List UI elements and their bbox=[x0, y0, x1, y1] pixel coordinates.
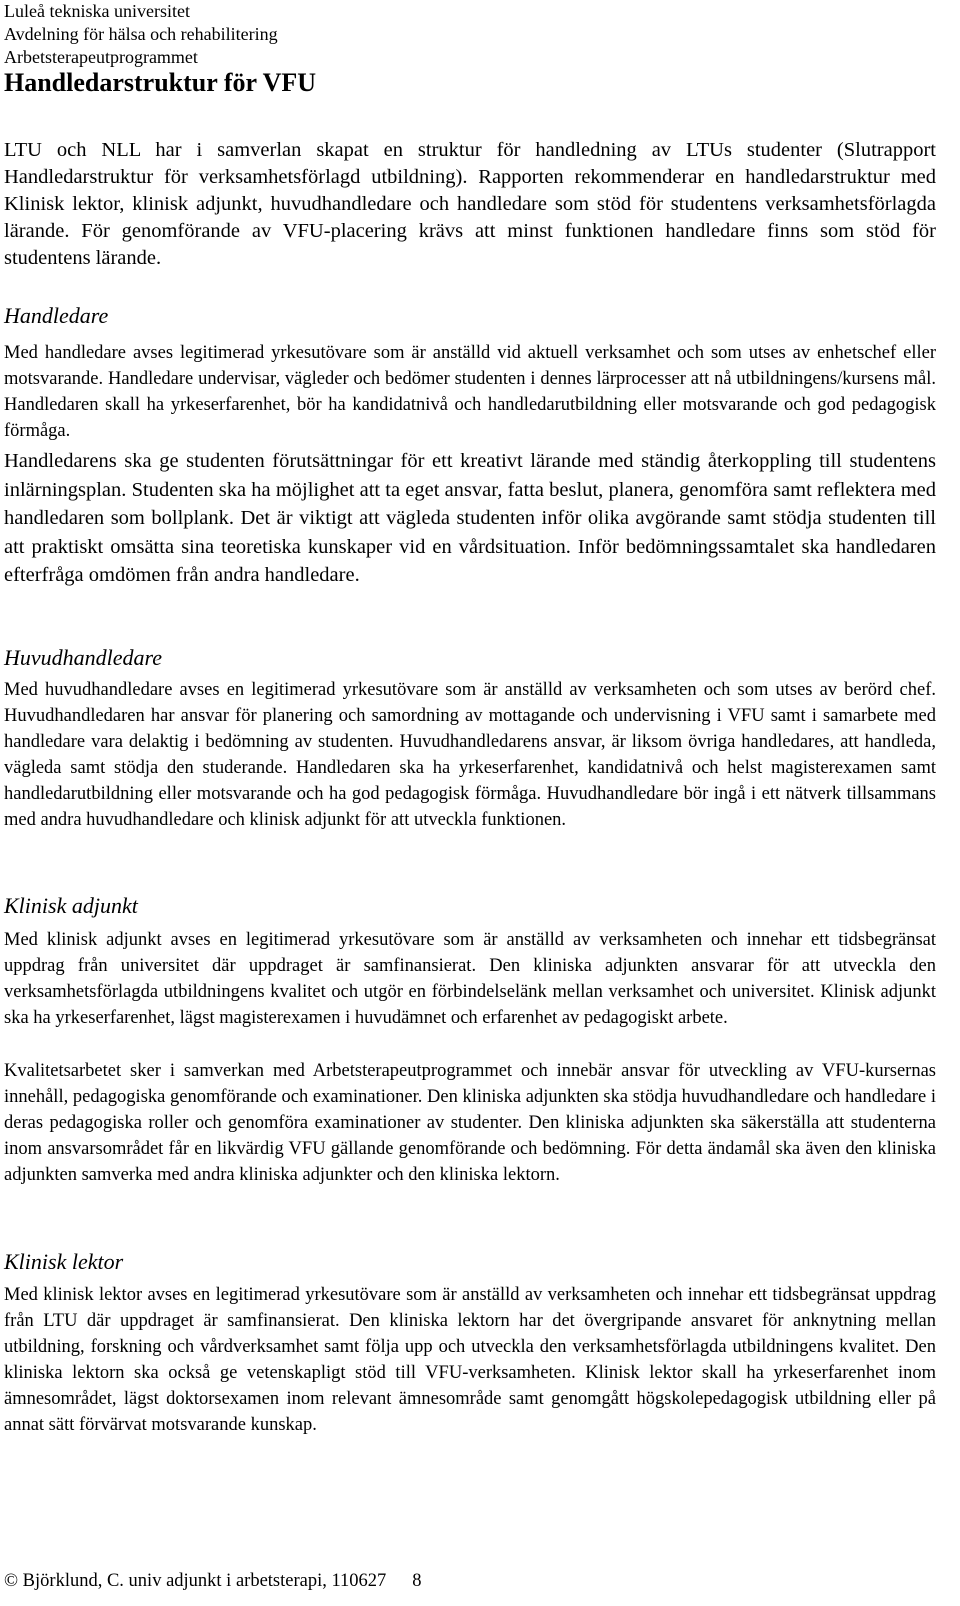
page-number: 8 bbox=[412, 1571, 422, 1591]
handledare-paragraph-1: Med handledare avses legitimerad yrkesutövare som är anställd vid aktuell verksamhet och som utses av enhetschef eller motsvarande. Handledare undervisar, vägleder och bedömer studenten i dennes lärprocesser att nå utbildningens/kursens mål. Handledaren skall ha yrkeserfarenhet, bör ha kandidatnivå och handledarutbildning eller motsvarande och god pedagogisk förmåga. bbox=[4, 343, 936, 441]
section-heading-klinisk-lektor: Klinisk lektor bbox=[4, 1249, 124, 1274]
klinisk-adjunkt-paragraph-1: Med klinisk adjunkt avses en legitimerad yrkesutövare som är anställd av verksamheten och innehar ett tidsbegränsat uppdrag från universitet där uppdraget är samfinansierat. Den kliniska adjunkten ansvarar för att utveckla den verksamhetsförlagda utbildningens kvalitet och utgör en förbindelselänk mellan verksamhet och universitet. Klinisk adjunkt ska ha yrkeserfarenhet, lägst magisterexamen i huvudämnet och erfarenhet av pedagogiskt arbete. bbox=[4, 930, 936, 1028]
huvudhandledare-paragraph: Med huvudhandledare avses en legitimerad yrkesutövare som är anställd av verksamheten och som utses av berörd chef. Huvudhandledaren har ansvar för planering och samordning av mottagande och undervisning i VFU samt i samarbete med handledare vara delaktig i bedömning av studenten. Huvudhandledarens ansvar, är liksom övriga handledares, att handleda, vägleda samt stödja den studerande. Handledaren ska ha yrkeserfarenhet, kandidatnivå och helst magisterexamen samt handledarutbildning eller motsvarande och ha god pedagogisk förmåga. Huvudhandledare bör ingå i ett nätverk tillsammans med andra huvudhandledare och klinisk adjunkt för att utveckla funktionen. bbox=[4, 680, 936, 830]
footer-author: © Björklund, C. univ adjunkt i arbetsterapi, 110627 bbox=[4, 1571, 387, 1591]
university-name: Luleå tekniska universitet bbox=[4, 1, 190, 21]
page-footer bbox=[4, 1571, 422, 1592]
klinisk-adjunkt-paragraph-2: Kvalitetsarbetet sker i samverkan med Arbetsterapeutprogrammet och innebär ansvar för utveckling av VFU-kursernas innehåll, pedagogiska genomförande och examinationer. Den kliniska adjunkten ska stödja huvudhandledare och handledare i deras pedagogiska roller och genomföra examinationer av studenter. Den kliniska adjunkten ska säkerställa att studenterna inom ansvarsområdet får en likvärdig VFU gällande genomförande och bedömning. För detta ändamål ska även den kliniska adjunkten samverka med andra kliniska adjunkter och den kliniska lektorn. bbox=[4, 1061, 936, 1185]
department-name: Avdelning för hälsa och rehabilitering bbox=[4, 24, 278, 44]
intro-paragraph: LTU och NLL har i samverlan skapat en struktur för handledning av LTUs studenter (Slutrapport Handledarstruktur för verksamhetsförlagd utbildning). Rapporten rekommenderar en handledarstruktur med Klinisk lektor, klinisk adjunkt, huvudhandledare och handledare som stöd för studentens verksamhetsförlagda lärande. För genomförande av VFU-placering krävs att minst funktionen handledare finns som stöd för studentens lärande. bbox=[4, 139, 936, 269]
document-title: Handledarstruktur för VFU bbox=[4, 68, 317, 97]
handledare-paragraph-2: Handledarens ska ge studenten förutsättningar för ett kreativt lärande med ständig återkoppling till studentens inlärningsplan. Studenten ska ha möjlighet att ta eget ansvar, fatta beslut, planera, genomföra samt reflektera med handledaren som bollplank. Det är viktigt att vägleda studenten inför olika avgörande samt stödja studenten till att praktiskt omsätta sina teoretiska kunskaper vid en vårdsituation. Inför bedömningssamtalet ska handledaren efterfråga omdömen från andra handledare. bbox=[4, 450, 936, 587]
program-name: Arbetsterapeutprogrammet bbox=[4, 47, 198, 67]
section-heading-huvudhandledare: Huvudhandledare bbox=[4, 645, 163, 670]
section-heading-handledare: Handledare bbox=[4, 303, 109, 328]
klinisk-lektor-paragraph: Med klinisk lektor avses en legitimerad yrkesutövare som är anställd av verksamheten och innehar ett tidsbegränsat uppdrag från LTU där uppdraget är samfinansierat. Den kliniska lektorn har det övergripande ansvaret för anknytning mellan utbildning, forskning och vårdverksamhet samt följa upp och utveckla den verksamhetsförlagda utbildningens kvalitet. Den kliniska lektorn ska också ge vetenskapligt stöd till VFU-verksamheten. Klinisk lektor skall ha yrkeserfarenhet inom ämnesområdet, lägst doktorsexamen inom relevant ämnesområde samt genomgått högskolepedagogisk utbildning eller på annat sätt förvärvat motsvarande kunskap. bbox=[4, 1285, 936, 1435]
section-heading-klinisk-adjunkt: Klinisk adjunkt bbox=[4, 893, 138, 918]
document-header bbox=[4, 0, 278, 69]
